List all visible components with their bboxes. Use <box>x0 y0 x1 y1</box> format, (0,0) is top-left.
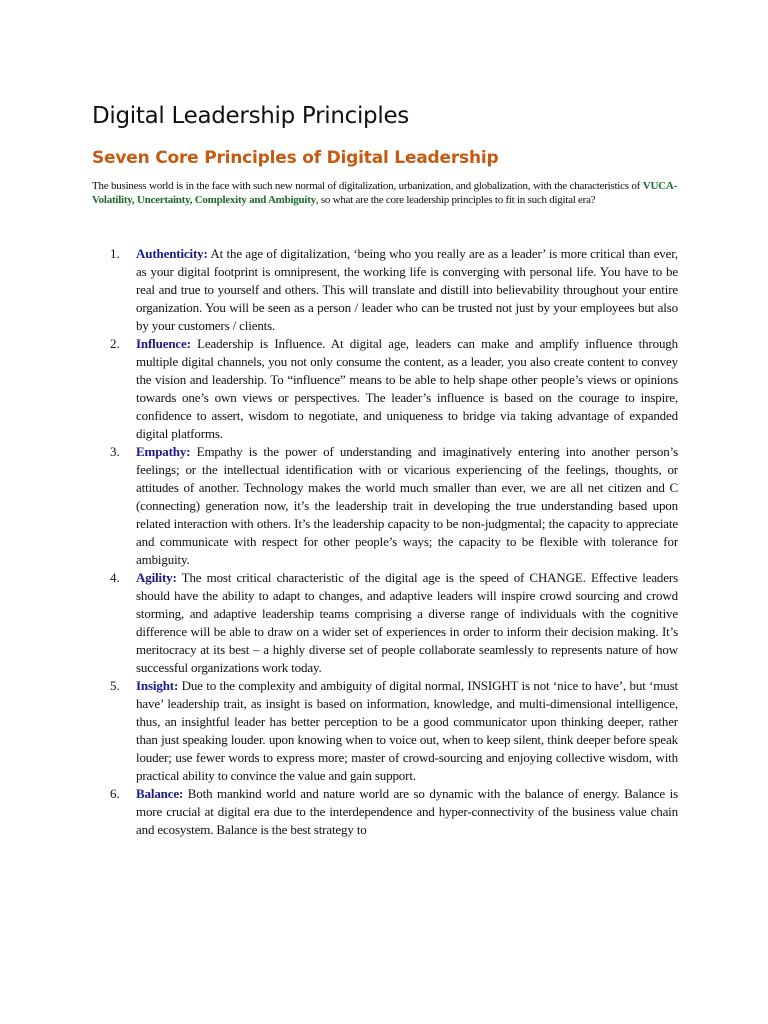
intro-paragraph <box>92 179 677 207</box>
principle-number: 6. <box>110 786 120 801</box>
page-title: Digital Leadership Principles <box>92 103 409 129</box>
principle-body <box>136 677 678 785</box>
principle-body <box>136 335 678 443</box>
principle-balance <box>110 785 678 839</box>
principle-agility <box>110 569 678 677</box>
principle-term: Influence: <box>136 336 191 351</box>
section-heading: Seven Core Principles of Digital Leadership <box>92 148 499 168</box>
principle-text: Leadership is Influence. At digital age, leaders can make and amplify influence through multiple digital channels, you not only consume the content, as a leader, you also create content to convey the vision and leadership. To “influence” means to be able to help shape other people’s views or opinions towards one’s own views or perspectives. The leader’s influence is based on the courage to inspire, confidence to assert, wisdom to negotiate, and uniqueness to bridge via taking advantage of expanded digital platforms. <box>136 336 678 441</box>
intro-text-start: The business world is in the face with such new normal of digitalization, urbanization, and globalization, with the characteristics of <box>92 180 643 192</box>
principle-text: The most critical characteristic of the digital age is the speed of CHANGE. Effective leaders should have the ability to adapt to changes, and adaptive leaders will inspire crowd sourcing and crowd storming, and adaptive leadership teams comprising a diverse range of individuals with the cognitive difference will be able to draw on a wider set of experiences in order to inform their decision making. It’s meritocracy at its best – a highly diverse set of people collaborate seamlessly to represents nature of how successful organizations work today. <box>136 570 678 675</box>
principle-number: 3. <box>110 444 120 459</box>
principle-body <box>136 569 678 677</box>
principle-influence <box>110 335 678 443</box>
principle-text: Both mankind world and nature world are so dynamic with the balance of energy. Balance is more crucial at digital era due to the interdependence and hyper-connectivity of the business value chain and ecosystem. Balance is the best strategy to <box>136 786 678 837</box>
principles-list <box>110 245 678 839</box>
principle-number: 2. <box>110 336 120 351</box>
principle-number: 4. <box>110 570 120 585</box>
principle-body <box>136 245 678 335</box>
principle-text: Due to the complexity and ambiguity of digital normal, INSIGHT is not ‘nice to have’, but ‘must have’ leadership trait, as insight is based on information, knowledge, and multi-dimensional intelligence, thus, an insightful leader has better perception to be a good communicator upon thinking deeper, rather than just speaking louder. upon knowing when to voice out, when to keep silent, think deeper before speak louder; use fewer words to express more; master of crowd-sourcing and enjoying collective wisdom, with practical ability to convince the value and gain support. <box>136 678 678 783</box>
principle-authenticity <box>110 245 678 335</box>
principle-term: Balance: <box>136 786 184 801</box>
vuca-highlight: VUCA-Volatility, Uncertainty, Complexity and Ambiguity <box>92 180 677 206</box>
principle-number: 1. <box>110 246 120 261</box>
principle-term: Empathy: <box>136 444 191 459</box>
principle-empathy <box>110 443 678 569</box>
principle-insight <box>110 677 678 785</box>
principle-text: At the age of digitalization, ‘being who you really are as a leader’ is more critical than ever, as your digital footprint is omnipresent, the working life is converging with personal life. You have to be real and true to yourself and others. This will translate and distill into believability throughout your entire organization. You will be seen as a person / leader who can be trusted not just by your employees but also by your customers / clients. <box>136 246 678 333</box>
principle-term: Agility: <box>136 570 177 585</box>
principle-term: Authenticity: <box>136 246 208 261</box>
principle-number: 5. <box>110 678 120 693</box>
principle-body <box>136 443 678 569</box>
principle-text: Empathy is the power of understanding and imaginatively entering into another person’s feelings; or the intellectual identification with or vicarious experiencing of the feelings, thoughts, or attitudes of another. Technology makes the world much smaller than ever, we are all net citizen and C (connecting) generation now, it’s the leadership trait in developing the true understanding based upon related interaction with others. It’s the leadership capacity to be non-judgmental; the capacity to appreciate and communicate with respect for other people’s ways; the capacity to be flexible with tolerance for ambiguity. <box>136 444 678 567</box>
principle-body <box>136 785 678 839</box>
intro-text-end: , so what are the core leadership principles to fit in such digital era? <box>315 194 596 206</box>
principle-term: Insight: <box>136 678 179 693</box>
